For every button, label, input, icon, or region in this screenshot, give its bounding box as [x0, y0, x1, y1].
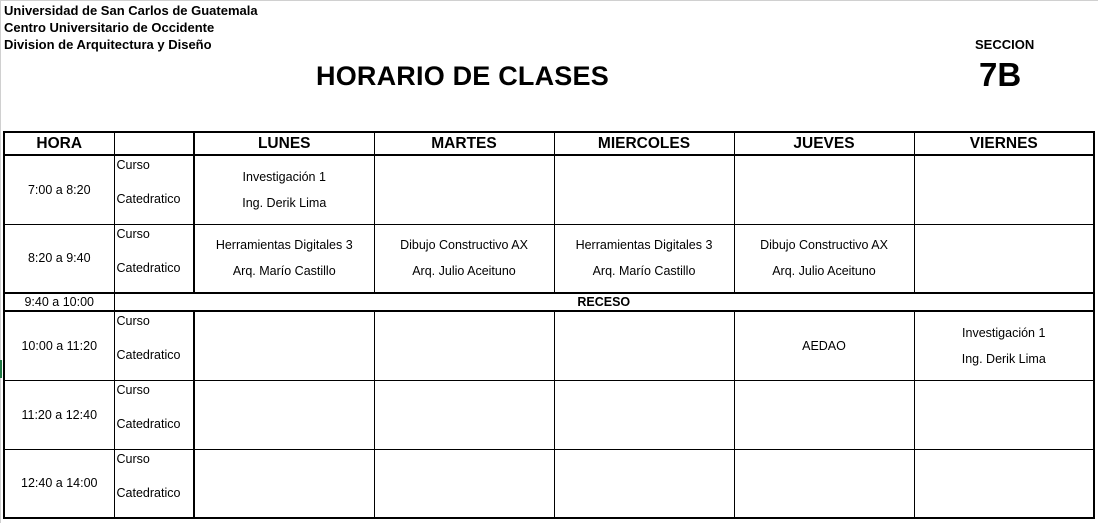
header-day-martes[interactable]: MARTES	[374, 132, 554, 155]
course-label: Curso	[116, 451, 150, 466]
course-name: Herramientas Digitales 3	[575, 238, 713, 253]
teacher-name: Arq. Marío Castillo	[232, 264, 336, 279]
day-cell-lunes[interactable]	[194, 155, 374, 224]
header-day-jueves[interactable]: JUEVES	[734, 132, 914, 155]
day-cell-martes[interactable]	[374, 380, 554, 449]
day-cell-jueves[interactable]	[734, 449, 914, 518]
course-label: Curso	[116, 158, 150, 172]
day-cell-jueves[interactable]	[734, 224, 914, 293]
schedule-table	[3, 131, 1095, 519]
schedule-row	[4, 449, 1094, 518]
teacher-label: Catedratico	[116, 192, 181, 206]
course-name: Investigación 1	[962, 325, 1046, 340]
course-name: AEDAO	[802, 338, 846, 353]
recess-row	[4, 293, 1094, 311]
sheet-grid-top	[0, 0, 1098, 1]
day-cell-lunes[interactable]	[194, 224, 374, 293]
teacher-label: Catedratico	[116, 260, 181, 275]
recess-hora[interactable]: 9:40 a 10:00	[4, 293, 114, 311]
schedule-row	[4, 311, 1094, 380]
label-cell[interactable]	[114, 449, 194, 518]
day-cell-lunes[interactable]	[194, 380, 374, 449]
day-cell-viernes[interactable]	[914, 224, 1094, 293]
section-label[interactable]: SECCION	[975, 37, 1035, 52]
day-cell-miercoles[interactable]	[554, 380, 734, 449]
header-day-miercoles[interactable]: MIERCOLES	[554, 132, 734, 155]
label-cell[interactable]	[114, 224, 194, 293]
day-cell-viernes[interactable]	[914, 311, 1094, 380]
teacher-label: Catedratico	[116, 348, 181, 362]
course-name: Dibujo Constructivo AX	[400, 238, 528, 253]
hora-cell[interactable]: 10:00 a 11:20	[4, 311, 114, 380]
label-cell[interactable]	[114, 155, 194, 224]
hora-cell[interactable]: 12:40 a 14:00	[4, 449, 114, 518]
day-cell-miercoles[interactable]	[554, 224, 734, 293]
day-cell-miercoles[interactable]	[554, 449, 734, 518]
teacher-name: Arq. Julio Aceituno	[412, 264, 516, 279]
course-label: Curso	[116, 226, 150, 241]
sheet-grid-left	[0, 0, 1, 523]
day-cell-martes[interactable]	[374, 311, 554, 380]
hora-cell[interactable]: 7:00 a 8:20	[4, 155, 114, 224]
day-cell-jueves[interactable]	[734, 155, 914, 224]
teacher-name: Arq. Marío Castillo	[592, 264, 696, 279]
day-cell-martes[interactable]	[374, 224, 554, 293]
institution-line-3[interactable]: Division de Arquitectura y Diseño	[4, 37, 212, 52]
header-row	[4, 132, 1094, 155]
hora-cell[interactable]: 11:20 a 12:40	[4, 380, 114, 449]
course-name: Herramientas Digitales 3	[215, 238, 353, 253]
schedule-row	[4, 380, 1094, 449]
header-day-lunes[interactable]: LUNES	[194, 132, 374, 155]
course-name: Investigación 1	[242, 169, 326, 184]
course-label: Curso	[116, 382, 150, 397]
day-cell-miercoles[interactable]	[554, 155, 734, 224]
label-cell[interactable]	[114, 380, 194, 449]
teacher-name: Ing. Derik Lima	[961, 351, 1046, 366]
day-cell-viernes[interactable]	[914, 449, 1094, 518]
day-cell-viernes[interactable]	[914, 380, 1094, 449]
course-name: Dibujo Constructivo AX	[760, 238, 888, 253]
header-blank[interactable]	[114, 132, 194, 155]
day-cell-jueves[interactable]	[734, 380, 914, 449]
hora-cell[interactable]: 8:20 a 9:40	[4, 224, 114, 293]
teacher-name: Arq. Julio Aceituno	[772, 264, 876, 279]
institution-line-1[interactable]: Universidad de San Carlos de Guatemala	[4, 3, 258, 18]
institution-line-2[interactable]: Centro Universitario de Occidente	[4, 20, 215, 35]
day-cell-viernes[interactable]	[914, 155, 1094, 224]
section-value[interactable]: 7B	[979, 56, 1022, 93]
day-cell-lunes[interactable]	[194, 449, 374, 518]
day-cell-martes[interactable]	[374, 449, 554, 518]
day-cell-miercoles[interactable]	[554, 311, 734, 380]
day-cell-martes[interactable]	[374, 155, 554, 224]
course-label: Curso	[116, 314, 150, 328]
schedule-row	[4, 155, 1094, 224]
day-cell-lunes[interactable]	[194, 311, 374, 380]
active-row-marker	[0, 360, 2, 378]
day-cell-jueves[interactable]	[734, 311, 914, 380]
page-title[interactable]: HORARIO DE CLASES	[316, 61, 609, 91]
recess-label[interactable]: RECESO	[114, 293, 1094, 311]
teacher-label: Catedratico	[116, 485, 181, 500]
schedule-row	[4, 224, 1094, 293]
teacher-name: Ing. Derik Lima	[242, 195, 327, 210]
header-day-viernes[interactable]: VIERNES	[914, 132, 1094, 155]
header-hora[interactable]: HORA	[4, 132, 114, 155]
teacher-label: Catedratico	[116, 416, 181, 431]
label-cell[interactable]	[114, 311, 194, 380]
